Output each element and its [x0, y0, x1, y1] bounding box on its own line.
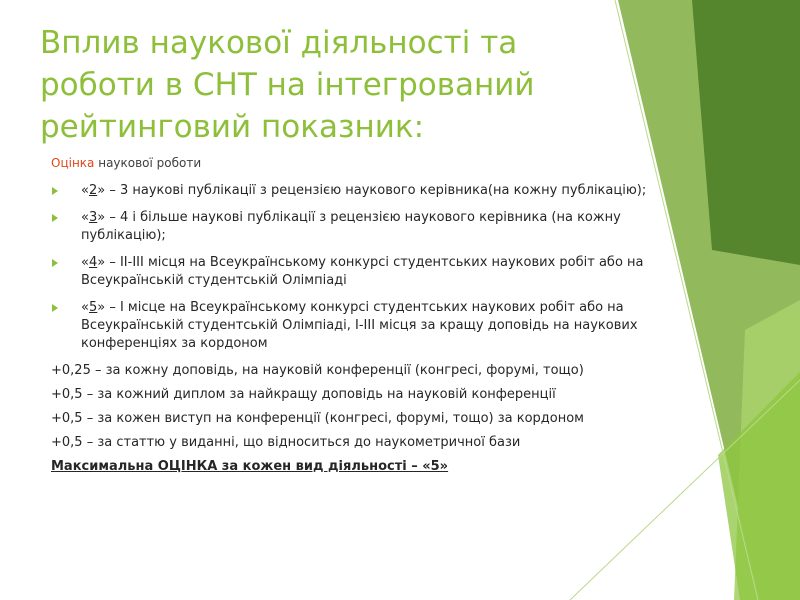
- subheading: [51, 155, 651, 171]
- grade-number: 5: [88, 300, 98, 315]
- triangle-bullet-icon: [52, 259, 58, 267]
- grade-number: 2: [88, 183, 98, 198]
- grade-description: » – І місце на Всеукраїнському конкурсі студентських наукових робіт або на Всеукраїнській студентській Олімпіаді, І-ІІІ місця за кращу доповідь на наукових конференціях за кордоном: [81, 300, 638, 351]
- bonus-paragraph: +0,25 – за кожну доповідь, на науковій конференції (конгресі, форумі, тощо): [51, 363, 584, 378]
- slide-content: [51, 155, 651, 476]
- grade-open-quote: «: [81, 183, 89, 198]
- grade-description: » – 4 і більше наукові публікації з рецензією наукового керівника (на кожну публікацію);: [81, 210, 621, 243]
- grade-bullet-item: [51, 209, 651, 245]
- triangle-bullet-icon: [52, 304, 58, 312]
- max-score-summary: Максимальна ОЦІНКА за кожен вид діяльності – «5»: [51, 459, 449, 474]
- triangle-bullet-icon: [52, 214, 58, 222]
- grade-bullet-item: [51, 254, 651, 290]
- triangle-bullet-icon: [52, 187, 58, 195]
- grade-description: » – 3 наукові публікації з рецензією наукового керівника(на кожну публікацію);: [97, 183, 647, 198]
- subheading-accent: Оцінка: [51, 156, 95, 170]
- grade-open-quote: «: [81, 255, 89, 270]
- subheading-rest: наукової роботи: [94, 156, 202, 170]
- slide-title: Вплив наукової діяльності та роботи в СНТ на інтегрований рейтинговий показник:: [40, 25, 535, 145]
- grade-bullet-item: [51, 182, 651, 200]
- bonus-paragraph: +0,5 – за кожен виступ на конференції (конгресі, форумі, тощо) за кордоном: [51, 411, 584, 426]
- grade-bullet-item: [51, 299, 651, 353]
- grade-number: 4: [88, 255, 98, 270]
- bonus-paragraph: +0,5 – за кожний диплом за найкращу доповідь на науковій конференції: [51, 387, 556, 402]
- grade-open-quote: «: [81, 210, 89, 225]
- grade-bullet-list: [51, 182, 651, 353]
- grade-number: 3: [88, 210, 98, 225]
- grade-open-quote: «: [81, 300, 89, 315]
- grade-description: » – ІІ-ІІІ місця на Всеукраїнському конкурсі студентських наукових робіт або на Всеукраїнській студентській Олімпіаді: [81, 255, 644, 288]
- bonus-paragraph: +0,5 – за статтю у виданні, що відноситься до наукометричної бази: [51, 435, 521, 450]
